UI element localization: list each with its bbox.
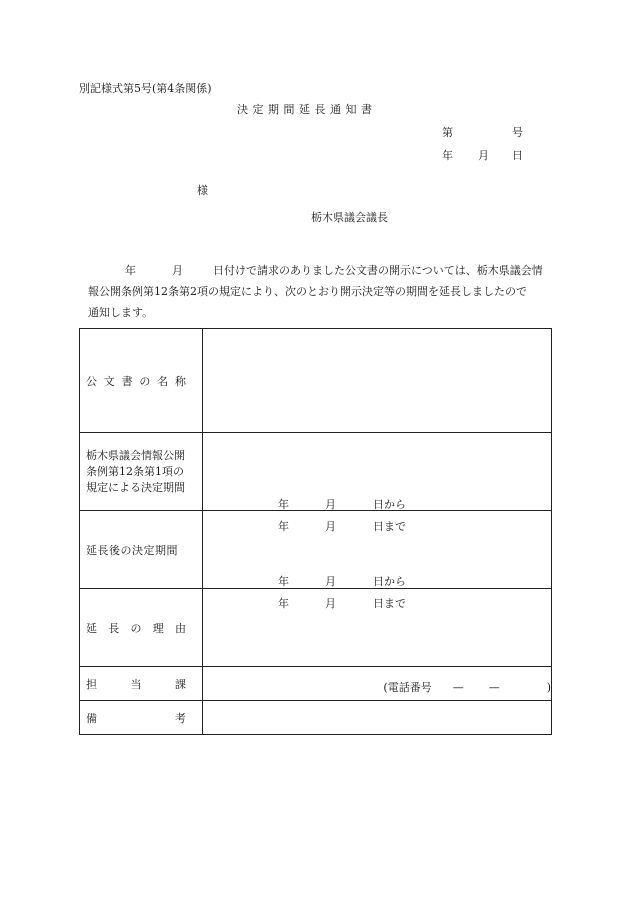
period-from: 日から: [373, 497, 406, 511]
label-char: 考: [175, 711, 186, 725]
label-department: [80, 667, 203, 701]
period-from: 日から: [373, 574, 406, 588]
date-day: 日: [512, 149, 523, 162]
label-char: 当: [130, 677, 142, 691]
body-line-1: [88, 262, 543, 278]
period-month: 月: [325, 497, 336, 511]
addressee-honorific: 様: [197, 184, 208, 197]
row-department: [80, 667, 552, 701]
label-char: 長: [108, 621, 120, 635]
number-prefix: 第: [442, 126, 453, 139]
period-month: 月: [325, 519, 336, 533]
body-line-3: 通知します。: [88, 306, 154, 319]
body-line-2: 報公開条例第12条第2項の規定により、次のとおり開示決定等の期間を延長しましたので: [88, 285, 527, 298]
period-until: 日まで: [373, 519, 406, 533]
body-year: 年: [125, 264, 136, 277]
label-char: の: [130, 621, 142, 635]
body-month: 月: [172, 264, 183, 277]
number-suffix: 号: [512, 126, 523, 139]
label-char: 書: [121, 374, 133, 388]
label-char: 延: [86, 621, 97, 635]
label-char: 由: [175, 621, 186, 635]
label-original-period: [80, 433, 203, 511]
label-char: 理: [152, 621, 164, 635]
row-reason: [80, 589, 552, 667]
row-remarks: [80, 701, 552, 735]
period-year: 年: [278, 574, 289, 588]
label-reason: [80, 589, 203, 667]
label-char: の: [139, 374, 151, 388]
label-char: 称: [174, 374, 186, 388]
sender-name: 栃木県議会議長: [311, 211, 388, 224]
phone-open: (電話番号: [383, 681, 432, 694]
label-line: 規定による決定期間: [86, 480, 185, 494]
row-document-name: [80, 329, 552, 433]
period-year: 年: [278, 519, 289, 533]
label-line: 栃木県議会情報公開: [86, 448, 185, 462]
period-until: 日まで: [373, 596, 406, 610]
phone-close: ): [546, 681, 551, 694]
form-reference: 別記様式第5号(第4条関係): [79, 82, 212, 95]
body-line-1-text: 日付けで請求のありました公文書の開示については、栃木県議会情: [213, 264, 543, 277]
row-original-period: [80, 433, 552, 511]
label-char: 課: [175, 677, 186, 691]
label-char: 備: [86, 711, 97, 725]
date-year: 年: [442, 149, 453, 162]
label-char: 文: [103, 374, 115, 388]
date-month: 月: [478, 149, 489, 162]
value-remarks[interactable]: [203, 701, 552, 735]
label-line: 条例第12条第1項の: [86, 464, 184, 478]
period-month: 月: [325, 574, 336, 588]
phone-dash: —: [488, 681, 500, 694]
label-char: 公: [86, 374, 97, 388]
label-extended-period: 延長後の決定期間: [80, 511, 203, 589]
label-remarks: [80, 701, 203, 735]
value-department[interactable]: [203, 667, 552, 701]
document-title: 決定期間延長通知書: [237, 103, 377, 116]
label-char: 名: [157, 374, 169, 388]
period-month: 月: [325, 596, 336, 610]
phone-dash: —: [452, 681, 464, 694]
label-document-name: [80, 329, 203, 433]
period-year: 年: [278, 596, 289, 610]
row-extended-period: [80, 511, 552, 589]
value-original-period: [203, 433, 552, 533]
period-year: 年: [278, 497, 289, 511]
info-table: [79, 328, 552, 735]
value-document-name[interactable]: [203, 329, 552, 433]
label-char: 担: [86, 677, 97, 691]
